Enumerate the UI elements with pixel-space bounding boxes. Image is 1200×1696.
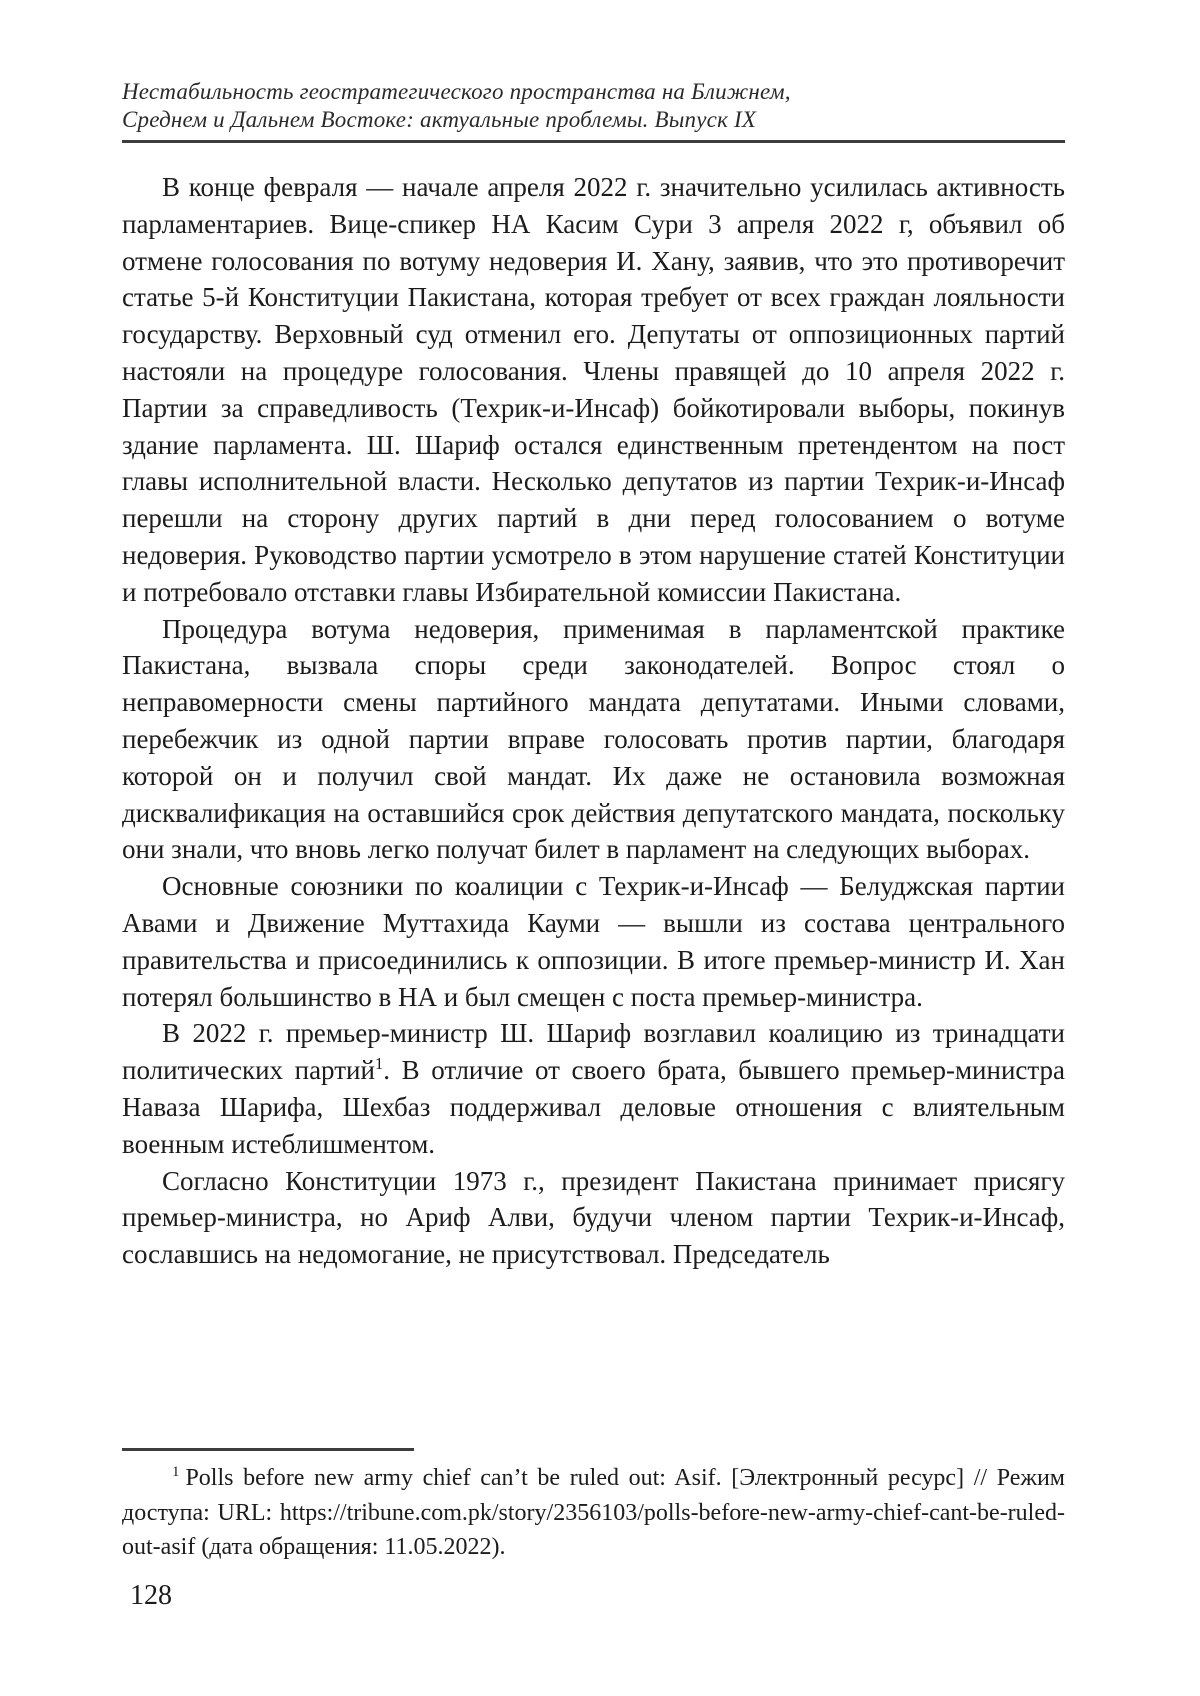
body-text <box>122 169 1065 1273</box>
running-header <box>122 78 1065 134</box>
paragraph-4 <box>122 1015 1065 1162</box>
paragraph-3: Основные союзники по коалиции с Техрик-и-Инсаф — Белуджская партии Авами и Движение Муттахида Кауми — вышли из состава центрального правительства и присоединились к оппозиции. В итоге премьер-министр И. Хан потерял большинство в НА и был смещен с поста премьер-министра. <box>122 871 1065 1012</box>
header-rule <box>122 140 1065 143</box>
running-header-line-2: Среднем и Дальнем Востоке: актуальные проблемы. Выпуск IX <box>122 107 757 132</box>
running-header-line-1: Нестабильность геостратегического пространства на Ближнем, <box>122 79 791 104</box>
page-number: 128 <box>130 1580 172 1611</box>
paragraph-2: Процедура вотума недоверия, применимая в парламентской практике Пакистана, вызвала споры среди законодателей. Вопрос стоял о неправомерности смены партийного мандата депутатами. Иными словами, перебежчик из одной партии вправе голосовать против партии, благодаря которой он и получил свой мандат. Их даже не остановила возможная дисквалификация на оставшийся срок действия депутатского мандата, поскольку они знали, что вновь легко получат билет в парламент на следующих выборах. <box>122 613 1065 865</box>
footnote-block <box>122 1448 1065 1565</box>
footnote-1 <box>122 1461 1065 1565</box>
paragraph-1: В конце февраля — начале апреля 2022 г. значительно усилилась активность парламентариев. Вице-спикер НА Касим Сури 3 апреля 2022 г, объявил об отмене голосования по вотуму недоверия И. Хану, заявив, что это противоречит статье 5-й Конституции Пакистана, которая требует от всех граждан лояльности государству. Верховный суд отменил его. Депутаты от оппозиционных партий настояли на процедуре голосования. Члены правящей до 10 апреля 2022 г. Партии за справедливость (Техрик-и-Инсаф) бойкотировали выборы, покинув здание парламента. Ш. Шариф остался единственным претендентом на пост главы исполнительной власти. Несколько депутатов из партии Техрик-и-Инсаф перешли на сторону других партий в дни перед голосованием о вотуме недоверия. Руководство партии усмотрело в этом нарушение статей Конституции и потребовало отставки главы Избирательной комиссии Пакистана. <box>122 172 1065 607</box>
paragraph-5: Согласно Конституции 1973 г., президент Пакистана принимает присягу премьер-министра, но Ариф Алви, будучи членом партии Техрик-и-Инсаф, сославшись на недомогание, не присутствовал. Председатель <box>122 1165 1065 1270</box>
footnote-marker-1: 1 <box>172 1464 180 1480</box>
footnote-ref-1: 1 <box>374 1054 384 1074</box>
paragraph-4-text-before-ref: В 2022 г. премьер-министр Ш. Шариф возглавил коалицию из тринадцати политических партий <box>122 1018 1065 1086</box>
footnote-text: Polls before new army chief can’t be ruled out: Asif. [Электронный ресурс] // Режим доступа: URL: https://tribune.com.pk/story/2356103/polls-before-new-army-chief-cant-be-ruled-out-asif (дата обращения: 11.05.2022). <box>122 1465 1065 1560</box>
paragraph-4-text-after-ref: . В отличие от своего брата, бывшего премьер-министра Наваза Шарифа, Шехбаз поддерживал деловые отношения с влиятельным военным истеблишментом. <box>122 1055 1065 1159</box>
footnote-separator-rule <box>122 1448 414 1451</box>
